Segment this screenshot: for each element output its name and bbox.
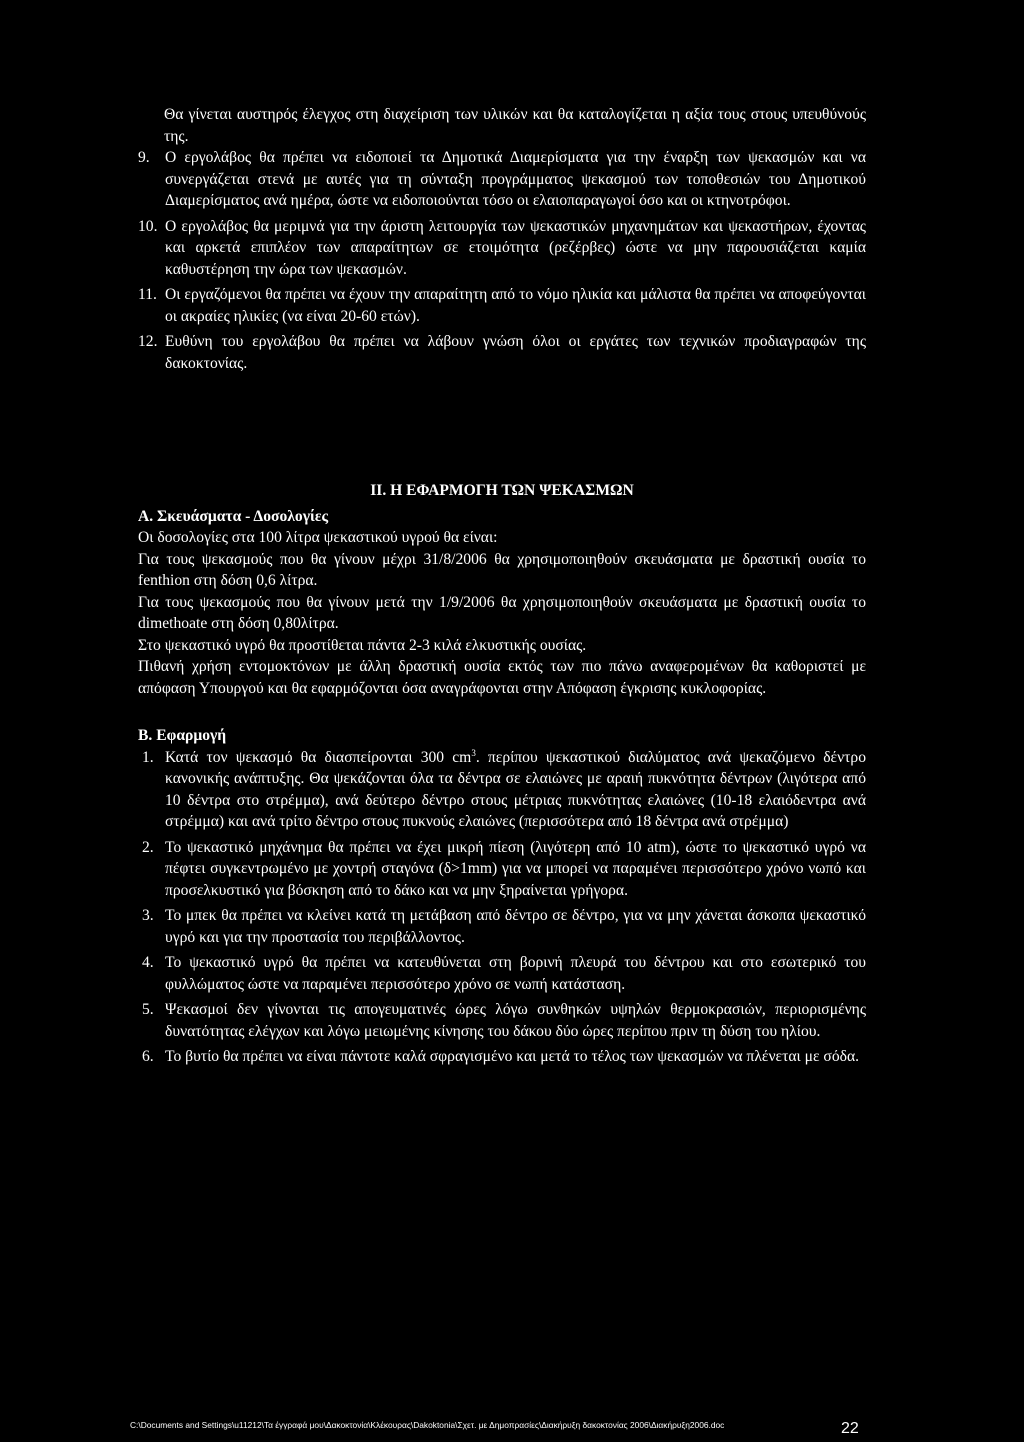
application-item-1 [138, 747, 866, 833]
item-text: Ψεκασμοί δεν γίνονται τις απογευματινές ώρες λόγω συνθηκών υψηλών θερμοκρασιών, περιορισμένης δυνατότητας ελέγχων και λόγω μειωμένης κίνησης του δάκου δύο ώρες περίπου πριν τη δύση του ηλίου. [165, 1001, 866, 1040]
item-text: Το βυτίο θα πρέπει να είναι πάντοτε καλά σφραγισμένο και μετά το τέλος των ψεκασμών να πλένεται με σόδα. [165, 1048, 860, 1065]
application-item-6 [138, 1046, 866, 1068]
dosage-paragraph: Για τους ψεκασμούς που θα γίνουν μετά την 1/9/2006 θα χρησιμοποιηθούν σκευάσματα με δραστική ουσία το dimethoate στη δόση 0,80λίτρα. [138, 593, 866, 632]
item-number: 6. [142, 1048, 154, 1065]
dosage-paragraph: Οι δοσολογίες στα 100 λίτρα ψεκαστικού υγρού θα είναι: [138, 529, 498, 546]
item-number: 12. [138, 333, 158, 350]
item-text: Ο εργολάβος θα μεριμνά για την άριστη λειτουργία των ψεκαστικών μηχανημάτων και ψεκαστήρων, έχοντας και αρκετά επιπλέον των απαραίτητων σε ετοιμότητα (ρεζέρβες) ώστε να μην παρουσιάζεται καμία καθυστέρηση την ώρα των ψεκασμών. [165, 217, 866, 278]
subsection-a-title: Α. Σκευάσματα - Δοσολογίες [138, 507, 329, 525]
item-text: Ευθύνη του εργολάβου θα πρέπει να λάβουν γνώση όλοι οι εργάτες των τεχνικών προδιαγραφών της δακοκτονίας. [165, 333, 866, 372]
item-number: 4. [142, 954, 154, 971]
item-number: 5. [142, 1001, 154, 1018]
item-number: 3. [142, 907, 154, 924]
list-item-11 [138, 284, 866, 327]
list-item-12 [138, 331, 866, 374]
dosage-paragraph: Για τους ψεκασμούς που θα γίνουν μέχρι 31/8/2006 θα χρησιμοποιηθούν σκευάσματα με δραστική ουσία το fenthion στη δόση 0,6 λίτρα. [138, 550, 866, 589]
dosage-paragraph: Πιθανή χρήση εντομοκτόνων με άλλη δραστική ουσία εκτός των πιο πάνω αναφερομένων θα καθοριστεί με απόφαση Υπουργού και θα εφαρμόζονται όσα αναγράφονται στην Απόφαση έγκρισης κυκλοφορίας. [138, 658, 866, 697]
section-application [138, 480, 866, 1068]
intro-paragraph: Θα γίνεται αυστηρός έλεγχος στη διαχείριση των υλικών και θα καταλογίζεται η αξία τους στους υπευθύνούς της. [164, 106, 866, 145]
page-number: 22 [841, 1420, 859, 1437]
footer-file-path: C:\Documents and Settings\u11212\Τα έγγραφά μου\Δακοκτονία\Κλέκουρας\Dakoktonia\Σχετ. με Δημοπρασίες\Διακήρυξη δακοκτονίας 2006\Διακήρυξη2006.doc [130, 1420, 725, 1430]
list-item-10 [138, 216, 866, 281]
item-number: 2. [142, 838, 154, 856]
item-text-post: . περίπου ψεκαστικού διαλύματος ανά ψεκαζόμενο δέντρο κανονικής ανάπτυξης. Θα ψεκάζονται όλα τα δέντρα σε ελαιώνες με αραιή πυκνότητα δέντρων (λιγότερα από 10 δέντρα στο στρέμμα), ανά δεύτερο δέντρο στους μέτριας πυκνότητας ελαιώνες (10-18 ελαιόδεντρα ανά στρέμμα) και ανά τρίτο δέντρο στους πυκνούς ελαιώνες (περισσότερα από 18 δέντρα ανά στρέμμα) [165, 748, 866, 830]
item-number: 9. [138, 149, 150, 166]
section-title: II. Η ΕΦΑΡΜΟΓΗ ΤΩΝ ΨΕΚΑΣΜΩΝ [370, 482, 634, 499]
item-text: Το μπεκ θα πρέπει να κλείνει κατά τη μετάβαση από δέντρο σε δέντρο, για να μην χάνεται άσκοπα ψεκαστικό υγρό και για την προστασία του περιβάλλοντος. [165, 907, 866, 946]
requirements-block [138, 104, 866, 374]
item-number: 11. [138, 286, 157, 303]
list-item-9 [138, 147, 866, 212]
item-text: Οι εργαζόμενοι θα πρέπει να έχουν την απαραίτητη από το νόμο ηλικία και μάλιστα θα πρέπει να αποφεύγονται οι ακραίες ηλικίες (να είναι 20-60 ετών). [165, 286, 866, 325]
superscript: 3 [471, 747, 476, 758]
item-text: Το ψεκαστικό μηχάνημα θα πρέπει να έχει μικρή πίεση (λιγότερη από 10 atm), ώστε το ψεκαστικό υγρό να πέφτει συγκεντρωμένο με χοντρή σταγόνα (δ>1mm) για να μπορεί να παραμένει περισσότερο χρόνο νωπό και προσελκυστικό για βόσκηση από το δάκο και να μην ξηραίνεται γρήγορα. [165, 838, 866, 899]
item-text: Ο εργολάβος θα πρέπει να ειδοποιεί τα Δημοτικά Διαμερίσματα για την έναρξη των ψεκασμών και να συνεργάζεται στενά με αυτές για τη σύνταξη προγράμματος ψεκασμού των τοποθεσιών του Δημοτικού Διαμερίσματος ανά ημέρα, ώστε να ειδοποιούνται τόσο οι ελαιοπαραγωγοί όσο και οι κτηνοτρόφοι. [165, 149, 866, 209]
item-number: 10. [138, 217, 158, 235]
item-number: 1. [142, 748, 154, 766]
subsection-b-title: Β. Εφαρμογή [138, 727, 227, 744]
item-text: Το ψεκαστικό υγρό θα πρέπει να κατευθύνεται στη βορινή πλευρά του δέντρου και στο εσωτερικό του φυλλώματος ώστε να παραμένει περισσότερο χρόνο σε νωπή κατάσταση. [165, 954, 866, 993]
application-item-3 [138, 905, 866, 948]
application-item-2 [138, 837, 866, 902]
dosage-paragraph: Στο ψεκαστικό υγρό θα προστίθεται πάντα 2-3 κιλά ελκυστικής ουσίας. [138, 636, 587, 654]
application-item-5 [138, 999, 866, 1042]
item-text-pre: Κατά τον ψεκασμό θα διασπείρονται 300 cm [165, 748, 472, 766]
application-item-4 [138, 952, 866, 995]
